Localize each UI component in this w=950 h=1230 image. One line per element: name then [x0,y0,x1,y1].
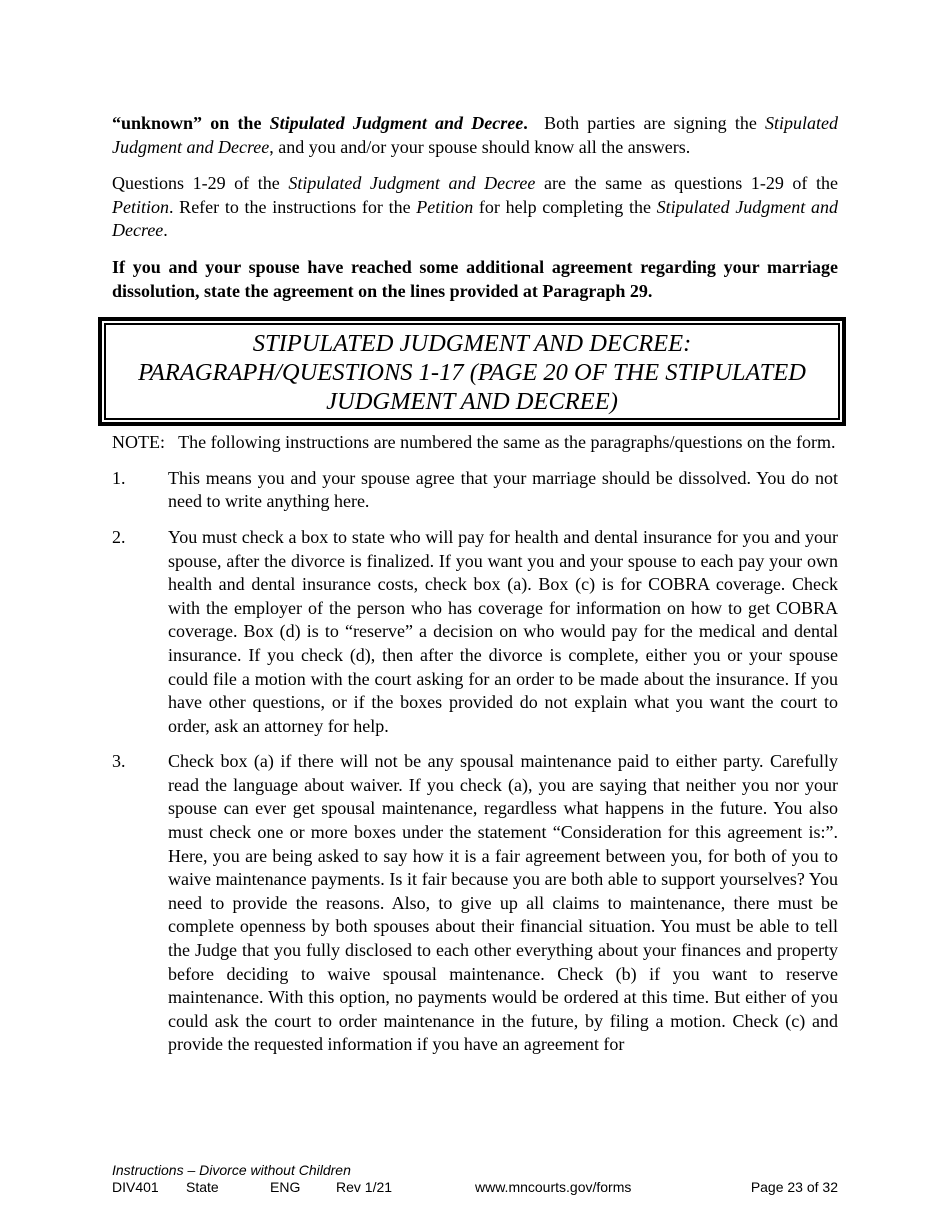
page-footer [112,1162,838,1196]
footer-row [112,1179,838,1196]
section-heading-line-2: PARAGRAPH/QUESTIONS 1-17 (PAGE 20 OF THE STIPULATED [138,359,806,387]
item-text: This means you and your spouse agree that your marriage should be dissolved. You do not need to write anything here. [168,467,838,512]
footer-language: ENG [270,1179,301,1195]
intro-bold-period: . [523,113,528,133]
intro-paragraph-2 [112,172,838,243]
note-paragraph: NOTE: The following instructions are numbered the same as the paragraphs/questions on the form. [112,432,836,453]
item-number: 3. [112,751,126,772]
item-number: 1. [112,467,126,488]
footer-revision: Rev 1/21 [336,1179,393,1195]
p2-italic-4: Stipulated Judgment and Decree [112,196,838,241]
p2-text-e: . [163,220,168,241]
intro-text-end: , and you and/or your spouse should know all the answers. [269,136,691,157]
p2-italic-2: Petition [112,196,169,217]
p2-text-c: . Refer to the instructions for the [169,196,417,217]
list-item [112,526,838,738]
item-text: Check box (a) if there will not be any spousal maintenance paid to either party. Carefully read the language about waiver. If you check (a), you are saying that neither you nor your spouse can ever get spousal maintenance, regardless what happens in the future. You also must check one or more boxes under the statement “Consideration for this agreement is:”. Here, you are being asked to say how it is a fair agreement between you, for both of you to waive maintenance payments. Is it fair because you are both able to support yourselves? You need to provide the reasons. Also, to give up all claims to maintenance, there must be complete openness by both spouses about their financial situation. You must be able to tell the Judge that you fully disclosed to each other everything about your finances and property before deciding to waive spousal maintenance. Check (b) if you want to reserve maintenance. With this option, no payments would be ordered at this time. But either of you could ask the court to order maintenance in the future, by filing a motion. Check (c) and provide the requested information if you have an agreement for [168,751,838,1055]
intro-paragraph-1 [112,112,838,159]
p2-italic-3: Petition [416,196,474,217]
p2-text-b: are the same as questions 1-29 of the [535,173,839,194]
footer-title: Instructions – Divorce without Children [112,1162,351,1178]
footer-jurisdiction: State [186,1179,219,1195]
footer-page-number: Page 23 of 32 [750,1179,838,1195]
document-body [112,112,838,1069]
p2-text-d: for help completing the [473,196,657,217]
intro-bold-text: “unknown” on the [112,113,270,133]
section-heading-box [98,317,846,426]
intro-paragraph-3: If you and your spouse have reached some additional agreement regarding your marriage dissolution, state the agreement on the lines provided at Paragraph 29. [112,256,838,301]
p2-text-a: Questions 1-29 of the [112,173,289,194]
list-item [112,467,838,514]
section-heading [104,323,840,420]
section-heading-line-3: JUDGMENT AND DECREE) [326,388,618,416]
footer-form-id: DIV401 [112,1179,159,1195]
item-number: 2. [112,526,126,547]
intro-text: Both parties are signing the [527,113,766,133]
item-text: You must check a box to state who will pay for health and dental insurance for you and your spouse, after the divorce is finalized. If you want you and your spouse to each pay your own health and dental insurance costs, check box (a). Box (c) is for COBRA coverage. Check with the employer of the person who has coverage for information on how to get COBRA coverage. Box (d) is to “reserve” a decision on who would pay for the medical and dental insurance. If you check (d), then after the divorce is complete, either you or your spouse could file a motion with the court asking for an order to be made about the insurance. If you have other questions, or if the boxes provided do not explain what you want the court to order, ask an attorney for help. [168,526,838,736]
footer-url[interactable]: www.mncourts.gov/forms [475,1179,632,1195]
intro-italic-title: Stipulated Judgment and Decree [112,113,839,157]
section-heading-line-1: STIPULATED JUDGMENT AND DECREE: [252,330,692,358]
list-item [112,750,838,1057]
intro-bold-italic-title: Stipulated Judgment and Decree [269,113,524,133]
p2-italic-1: Stipulated Judgment and Decree [288,173,536,194]
